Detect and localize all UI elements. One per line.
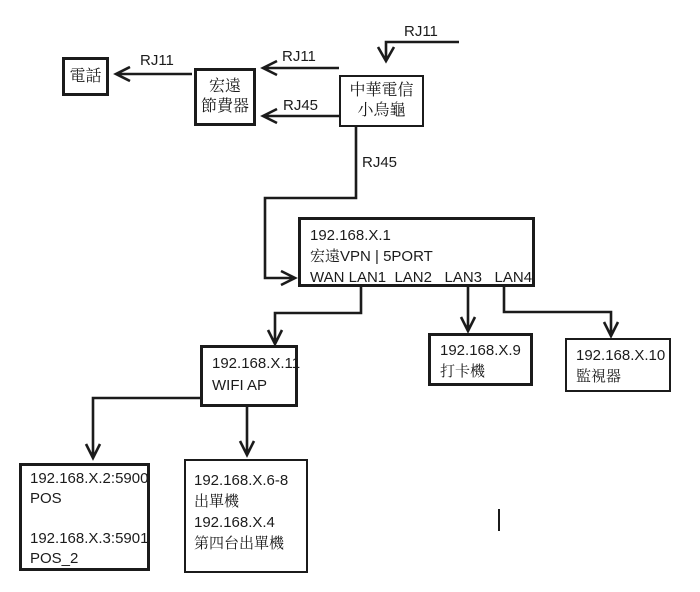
node-receipt-printer-name1: 出單機	[194, 493, 240, 510]
label-modem-to-router-rj45: RJ45	[362, 154, 398, 171]
node-toll-saver-line1: 宏遠	[208, 78, 241, 95]
label-saver-to-phone-rj11: RJ11	[140, 52, 174, 69]
node-receipt-printer	[184, 459, 308, 573]
connector-lan3-to-punch-clock-arrow	[461, 287, 475, 331]
connector-wifi-ap-to-printer-arrow	[240, 407, 254, 455]
node-phone	[62, 57, 109, 96]
node-wifi-ap-name: WIFI AP	[212, 377, 268, 394]
connector-lan1-to-wifi-ap-arrow	[268, 287, 361, 344]
node-modem-line1: 中華電信	[349, 82, 414, 99]
node-punch-clock	[428, 333, 533, 386]
label-wall-rj11: RJ11	[404, 23, 438, 40]
node-camera-ip: 192.168.X.10	[576, 347, 666, 364]
node-pos-ip1: 192.168.X.2:5900	[30, 470, 149, 487]
node-modem-line2: 小烏龜	[357, 102, 406, 119]
node-receipt-printer-name2: 第四台出單機	[194, 535, 285, 552]
node-vpn-router	[298, 217, 535, 287]
connector-lan4-to-camera-arrow	[504, 287, 618, 336]
connector-wall-to-modem-arrow	[378, 42, 459, 61]
node-toll-saver-line2: 節費器	[200, 98, 249, 115]
node-wifi-ap-ip: 192.168.X.11	[212, 355, 301, 372]
node-receipt-printer-ip1: 192.168.X.6-8	[194, 472, 289, 489]
node-pos-name2: POS_2	[30, 550, 79, 567]
node-punch-clock-ip: 192.168.X.9	[440, 342, 521, 359]
node-vpn-router-ports: WAN LAN1 LAN2 LAN3 LAN4	[310, 269, 533, 286]
node-receipt-printer-ip2: 192.168.X.4	[194, 514, 275, 531]
node-camera-name: 監視器	[576, 368, 622, 385]
node-modem	[339, 75, 424, 127]
label-modem-to-saver-rj11: RJ11	[282, 48, 316, 65]
node-vpn-router-name: 宏遠VPN | 5PORT	[310, 248, 433, 265]
node-phone-label: 電話	[69, 67, 102, 85]
node-camera	[565, 338, 671, 392]
label-modem-to-saver-rj45: RJ45	[283, 97, 319, 114]
node-pos-ip2: 192.168.X.3:5901	[30, 530, 149, 547]
node-wifi-ap	[200, 345, 301, 407]
node-pos-name1: POS	[30, 490, 62, 507]
connector-wifi-ap-to-pos-arrow	[86, 398, 200, 458]
node-toll-saver	[194, 68, 256, 126]
node-pos-spacer	[30, 509, 147, 529]
node-punch-clock-name: 打卡機	[440, 363, 486, 380]
node-pos	[19, 463, 150, 571]
connector-saver-to-phone-rj11-arrow	[116, 67, 192, 81]
node-vpn-router-ip: 192.168.X.1	[310, 227, 391, 244]
